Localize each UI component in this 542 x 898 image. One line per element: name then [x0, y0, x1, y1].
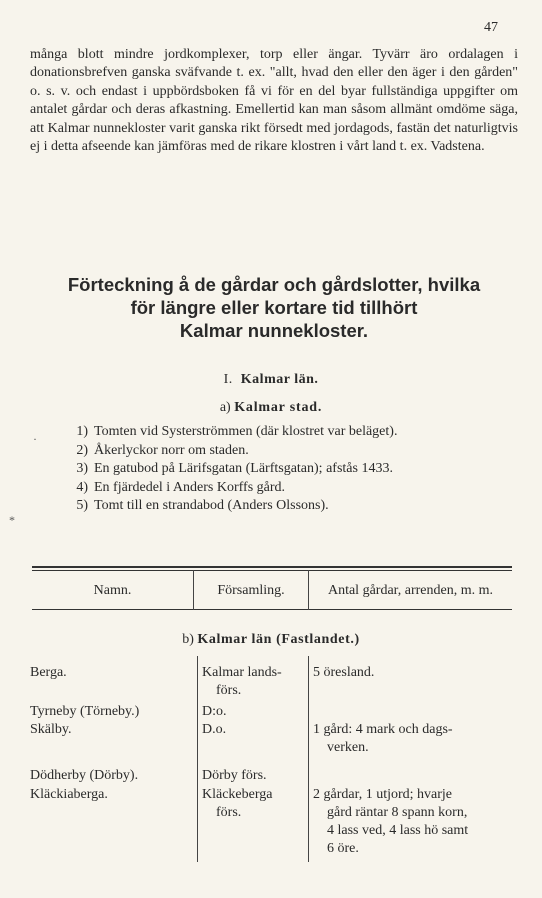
- parish-line: Kalmar lands-: [202, 665, 282, 680]
- row-parish: [202, 786, 272, 822]
- heading-line: Förteckning å de gårdar och gårdslotter, hvilka: [67, 274, 481, 295]
- subsection-b-heading: [0, 632, 542, 648]
- column-header-name: Namn.: [93, 583, 132, 598]
- amount-line: 6 öre.: [327, 841, 359, 856]
- item-number: 1): [76, 424, 88, 439]
- subsection-title: Kalmar stad.: [234, 400, 323, 415]
- stad-list: [58, 423, 397, 516]
- item-text: Åkerlyckor norr om staden.: [94, 442, 249, 458]
- amount-line: 1 gård: 4 mark och dags-: [313, 722, 453, 737]
- list-item: [58, 460, 397, 479]
- intro-paragraph: [30, 46, 518, 156]
- subsection-letter: b): [182, 632, 194, 647]
- column-header-amount: Antal gårdar, arrenden, m. m.: [327, 583, 494, 598]
- list-heading: [30, 273, 518, 342]
- amount-line: verken.: [327, 740, 369, 755]
- row-name: Dödherby (Dörby).: [30, 768, 139, 783]
- margin-star: *: [9, 513, 15, 527]
- row-parish: Dörby förs.: [202, 768, 267, 783]
- table-column-divider: [308, 656, 309, 862]
- table-top-rule-thin: [32, 570, 512, 571]
- intro-text: många blott mindre jordkomplexer, torp eller ängar. Tyvärr äro ordalagen i donationsbrefven ganska sväfvande t. ex. "allt, hvad den eller den äger i den gården" o. s. v. och endast i uppbördsboken få vi för en del byar fullständiga uppgifter om antalet gårdar och deras afkastning. Emellertid kan man såsom allmänt omdöme säga, att Kalmar nunnekloster varit ganska rikt försedt med jordagods, fastän det naturligtvis ej i detta afseende kan jämföras med de rikare klostren i vårt land t. ex. Vadstena.: [30, 47, 518, 155]
- parish-line: förs.: [216, 805, 242, 820]
- row-parish: [202, 664, 282, 700]
- row-parish: D:o.: [202, 704, 227, 719]
- row-amount: 5 öresland.: [313, 665, 375, 680]
- row-amount: [313, 786, 468, 858]
- item-text: En gatubod på Lärifsgatan (Lärftsgatan); afstås 1433.: [94, 461, 393, 476]
- list-item: [58, 423, 397, 442]
- item-number: 5): [76, 498, 88, 513]
- list-item: [58, 497, 397, 516]
- column-header-parish: Församling.: [217, 583, 285, 598]
- row-name: Berga.: [30, 665, 67, 680]
- table-header-rule: [32, 609, 512, 610]
- list-item: [58, 442, 397, 461]
- row-name: Tyrneby (Törneby.): [30, 704, 140, 719]
- item-number: 4): [76, 479, 88, 495]
- row-name: Skälby.: [30, 722, 72, 737]
- section-title: Kalmar län.: [240, 372, 319, 387]
- parish-line: Kläckeberga: [202, 787, 273, 802]
- item-text: Tomt till en strandabod (Anders Olssons).: [94, 498, 329, 513]
- row-name: Kläckiaberga.: [30, 787, 108, 802]
- item-text: Tomten vid Systerströmmen (där klostret var beläget).: [94, 424, 398, 439]
- heading-line: Kalmar nunnekloster.: [179, 320, 369, 341]
- amount-line: 4 lass ved, 4 lass hö samt: [327, 823, 469, 838]
- list-item: [58, 479, 397, 498]
- parish-line: förs.: [216, 683, 242, 698]
- item-number: 3): [76, 461, 88, 476]
- subsection-title: Kalmar län (Fastlandet.): [197, 632, 360, 647]
- row-amount: [313, 721, 453, 757]
- amount-line: 2 gårdar, 1 utjord; hvarje: [313, 787, 453, 802]
- amount-line: gård räntar 8 spann korn,: [327, 805, 468, 820]
- section-heading: [0, 372, 542, 388]
- margin-dot: ·: [33, 432, 37, 446]
- row-parish: D.o.: [202, 722, 227, 737]
- table-column-divider: [197, 656, 198, 862]
- table-top-rule: [32, 566, 512, 568]
- margin-marks: [9, 432, 37, 527]
- page-number: 47: [484, 20, 498, 35]
- item-number: 2): [76, 442, 88, 458]
- subsection-a-heading: [0, 400, 542, 416]
- subsection-letter: a): [219, 400, 231, 415]
- heading-line: för längre eller kortare tid tillhört: [130, 297, 418, 318]
- item-text: En fjärdedel i Anders Korffs gård.: [94, 479, 286, 495]
- section-number: I.: [223, 372, 233, 387]
